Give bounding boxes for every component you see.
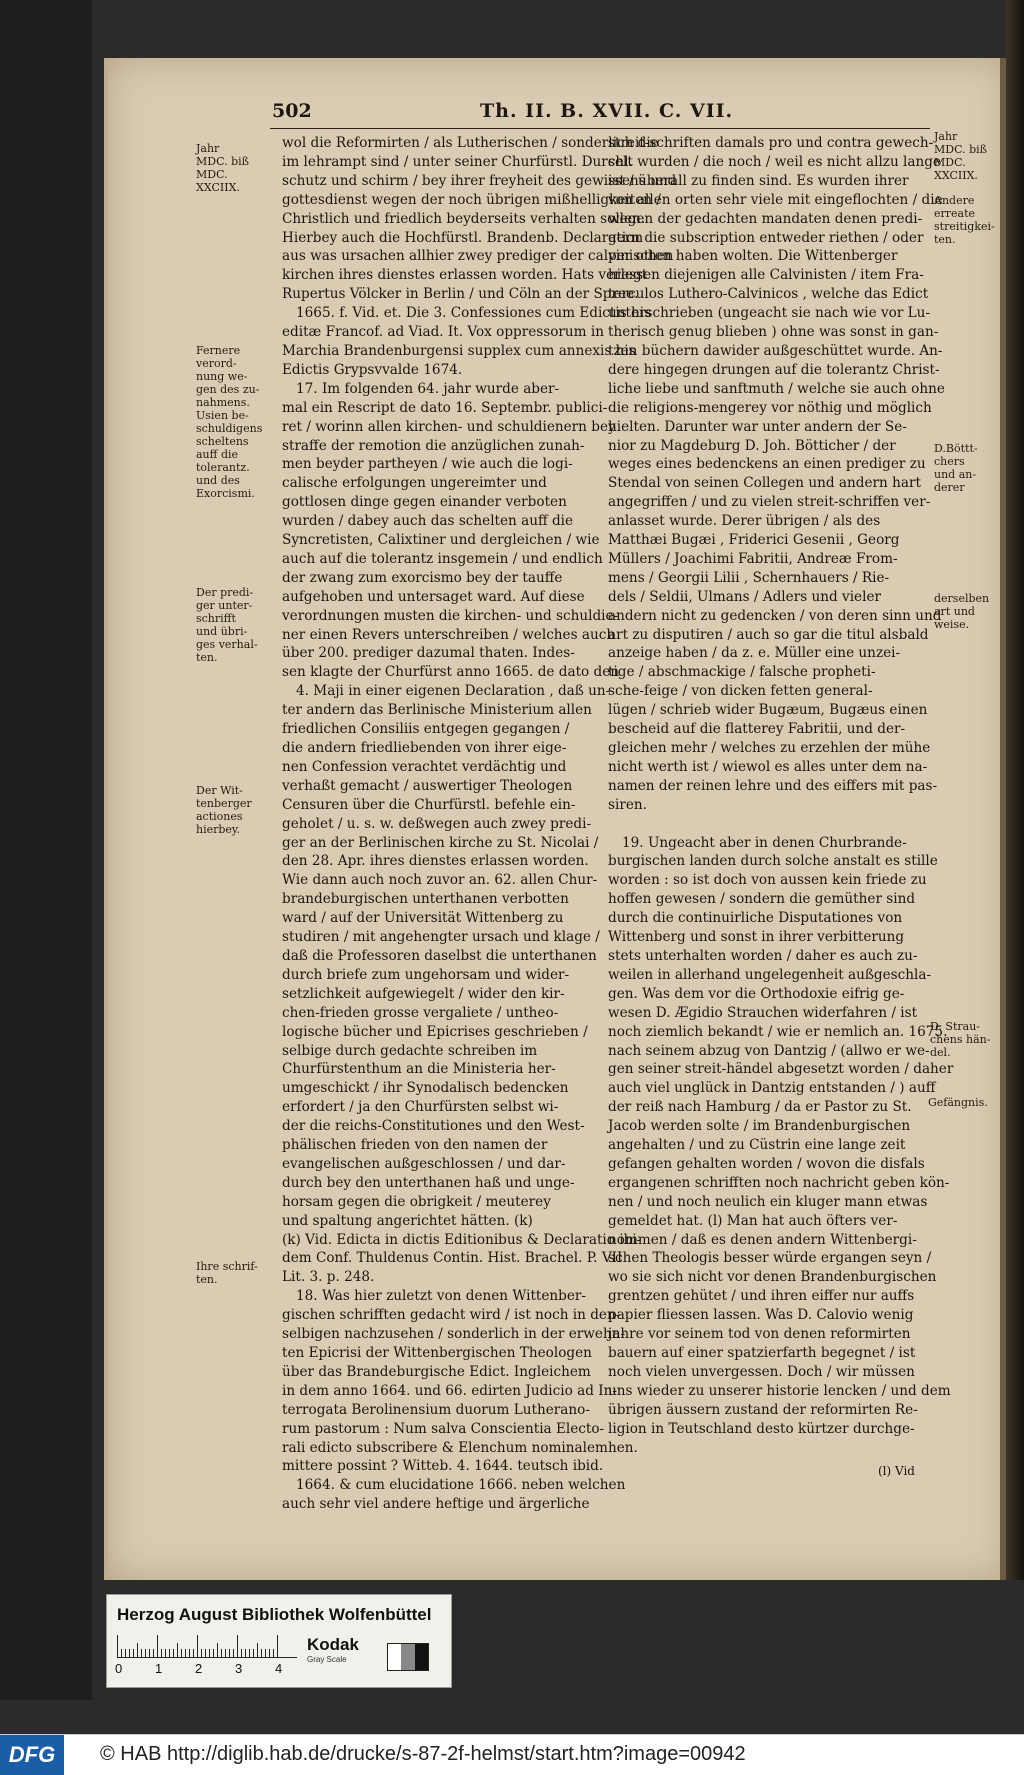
text-line: per otten haben wolten. Die Wittenberger — [608, 248, 898, 265]
text-line: (k) Vid. Edicta in dictis Editionibus & Declaratio ibi- — [282, 1231, 642, 1248]
ruler-tick — [145, 1649, 146, 1657]
text-line: 19. Ungeacht aber in denen Churbrande- — [622, 834, 907, 851]
dfg-logo[interactable]: DFG — [0, 1735, 64, 1775]
left-gloss-5 — [196, 1260, 258, 1286]
ruler-tick — [265, 1649, 266, 1657]
ruler-tick — [273, 1649, 274, 1657]
text-line: Christlich und friedlich beyderseits verhalten sollen. — [282, 210, 646, 227]
text-line: über 200. prediger dazumal thaten. Indes- — [282, 645, 575, 662]
text-line: die andern friedliebenden von ihrer eige- — [282, 740, 567, 756]
text-line: gern die subscription entweder riethen / oder — [608, 229, 924, 246]
gloss-line: D. Strau- — [930, 1020, 980, 1033]
text-line: gottlosen dinge gegen einander verboten — [282, 494, 567, 511]
text-line: rali edicto subscribere & Elenchum nominalem — [282, 1439, 608, 1456]
text-line: verhaßt gemacht / auswertiger Theologen — [282, 777, 573, 794]
text-line: Müllers / Joachimi Fabritii, Andreæ From- — [608, 550, 898, 567]
text-line: über das Brandeburgische Edict. Ingleichem — [282, 1363, 591, 1380]
ruler-tick — [141, 1649, 142, 1657]
text-line: schen Theologis besser würde ergangen seyn / — [608, 1250, 932, 1267]
text-line: noch vielen unvergessen. Doch / wir müssen — [608, 1363, 915, 1380]
library-color-card — [106, 1594, 452, 1688]
text-line: anlasset wurde. Derer übrigen / als des — [608, 513, 881, 530]
text-line: schutz und schirm / bey ihrer freyheit des gewissens und — [282, 172, 677, 189]
gloss-line: ger unter- — [196, 599, 253, 612]
text-line: andern nicht zu gedencken / von deren sinn und — [608, 607, 942, 624]
text-line: hielten. Darunter war unter andern der Se- — [608, 418, 907, 435]
text-line: stets unterhalten worden / daher es auch zu- — [608, 947, 918, 964]
text-line: ten Epicrisi der Wittenbergischen Theologen — [282, 1345, 592, 1361]
copyright-link[interactable]: © HAB http://diglib.hab.de/drucke/s-87-2f-helmst/start.htm?image=00942 — [100, 1743, 746, 1765]
ruler-tick — [157, 1635, 158, 1657]
gloss-line: hierbey. — [196, 823, 241, 836]
ruler-tick — [189, 1649, 190, 1657]
gloss-line: schuldigens — [196, 422, 263, 435]
gloss-line: streitigkei- — [934, 220, 995, 233]
running-head — [270, 100, 930, 129]
text-line: tige / abschmackige / falsche propheti- — [608, 664, 876, 681]
text-line: terrogata Berolinensium duorum Lutherano- — [282, 1401, 590, 1418]
ruler-tick — [249, 1649, 250, 1657]
ruler-tick — [133, 1649, 134, 1657]
text-line: ger an der Berlinischen kirche zu St. Nicolai / — [282, 834, 599, 851]
text-line: studiren / mit angehengter ursach und klage / — [282, 929, 600, 946]
gloss-line: chers — [934, 455, 965, 468]
gloss-line: scheltens — [196, 435, 249, 448]
text-line: selbigen nachzusehen / sonderlich in der erwehn- — [282, 1326, 626, 1343]
gloss-line: auff die — [196, 448, 239, 461]
ruler-tick — [117, 1635, 118, 1657]
ruler-tick — [209, 1649, 210, 1657]
text-line: geholet / u. s. w. deßwegen auch zwey predi- — [282, 815, 592, 832]
gloss-line: Jahr — [934, 130, 958, 143]
ruler-tick — [165, 1649, 166, 1657]
ruler-tick — [221, 1649, 222, 1657]
gloss-line: D.Böttt- — [934, 442, 978, 455]
gloss-line: derer — [934, 481, 965, 494]
gloss-line: Fernere — [196, 344, 241, 357]
ruler-tick — [193, 1649, 194, 1657]
text-line: chen-frieden grosse vergaliete / untheo- — [282, 1004, 559, 1021]
text-line: Churfürstenthum an die Ministeria her- — [282, 1061, 556, 1078]
ruler-tick — [245, 1649, 246, 1657]
text-line: weges eines bedenckens an einen prediger zu — [608, 456, 926, 473]
text-line: nen Confession verachtet verdächtig und — [282, 758, 567, 775]
scale-number: 3 — [235, 1661, 243, 1676]
text-line: gottesdienst wegen der noch übrigen mißhelligkeiten / — [282, 191, 661, 208]
text-line: Wittenberg und sonst in ihrer verbitterung — [608, 929, 905, 946]
text-line: im lehrampt sind / unter seiner Churfürstl. Durchl. — [282, 153, 633, 170]
text-line: erfordert / ja den Churfürsten selbst wi- — [282, 1099, 559, 1116]
ruler-tick — [177, 1643, 178, 1657]
text-line: gleichen mehr / welches zu erzehlen der mühe — [608, 740, 931, 756]
ruler-tick — [153, 1649, 154, 1657]
left-gloss-1 — [196, 142, 249, 194]
text-line: ret / worinn allen kirchen- und schuldienern bey — [282, 418, 616, 435]
right-gloss-2 — [934, 194, 995, 246]
gloss-line: MDC. — [934, 156, 966, 169]
gloss-line: schrifft — [196, 612, 236, 625]
ruler-tick — [205, 1649, 206, 1657]
text-line: gen. Was dem vor die Orthodoxie eifrig ge- — [608, 985, 905, 1002]
ruler-tick — [149, 1649, 150, 1657]
gloss-line: Der Wit- — [196, 784, 243, 797]
text-line — [608, 815, 926, 834]
text-line: angegriffen / und zu vielen streit-schriffen ver- — [608, 494, 931, 511]
text-line: namen der reinen lehre und des eiffers mit pas- — [608, 777, 938, 794]
text-line: Matthæi Bugæi , Friderici Gesenii , Georg — [608, 532, 900, 549]
gloss-line: ges verhal- — [196, 638, 258, 651]
gloss-line: gen des zu- — [196, 383, 260, 396]
ruler-tick — [257, 1643, 258, 1657]
text-line: durch die continuirliche Disputationes von — [608, 910, 903, 927]
gloss-line: actiones — [196, 810, 243, 823]
text-line: nommen / daß es denen andern Wittenbergi- — [608, 1231, 917, 1248]
ruler-tick — [173, 1649, 174, 1657]
text-line: wol die Reformirten / als Lutherischen / sonderlich die — [282, 135, 659, 151]
text-line: brandeburgischen unterthanen verbotten — [282, 891, 569, 908]
text-line: auch auf die tolerantz insgemein / und endlich — [282, 550, 603, 567]
ruler-tick — [253, 1649, 254, 1657]
text-line: ligion in Teutschland desto kürtzer durchge- — [608, 1420, 915, 1437]
text-line: selt wurden / die noch / weil es nicht allzu lange — [608, 153, 941, 170]
ruler-tick — [169, 1649, 170, 1657]
ruler-tick — [197, 1635, 198, 1657]
text-line: nach seinem abzug von Dantzig / (allwo er we- — [608, 1042, 930, 1059]
ruler-tick — [277, 1635, 278, 1657]
scale-number: 1 — [155, 1661, 163, 1676]
text-line: in dem anno 1664. und 66. edirten Judicio ad In- — [282, 1382, 617, 1399]
ruler-tick — [125, 1649, 126, 1657]
text-line: tzen büchern dawider außgeschüttet wurde. An- — [608, 342, 943, 359]
text-line: therisch genug blieben ) ohne was sonst in gan- — [608, 324, 939, 341]
library-name: Herzog August Bibliothek Wolfenbüttel — [117, 1605, 432, 1624]
ruler-tick — [241, 1649, 242, 1657]
right-gloss-1 — [934, 130, 987, 182]
text-line: gefangen gehalten worden / wovon die disfals — [608, 1155, 925, 1172]
text-line: nen / und noch neulich ein kluger mann etwas — [608, 1193, 928, 1210]
text-line: men beyder partheyen / wie auch die logi- — [282, 456, 573, 473]
text-line: lügen / schrieb wider Bugæum, Bugæus einen — [608, 702, 928, 719]
text-line: aus was ursachen allhier zwey prediger der calvinischen — [282, 248, 674, 265]
text-line: sen klagte der Churfürst anno 1665. de dato den — [282, 664, 620, 681]
right-gloss-4 — [934, 592, 989, 631]
text-line: setzlichkeit aufgewiegelt / wider den kir- — [282, 985, 565, 1002]
gloss-line: Ihre schrif- — [196, 1260, 258, 1273]
text-line: auch sehr viel andere heftige und ärgerliche — [282, 1496, 590, 1513]
text-line: Edictis Grypsvvalde 1674. — [282, 361, 463, 378]
page-number: 502 — [272, 100, 312, 122]
text-line: auch viel unglück in Dantzig entstanden / ) auff — [608, 1080, 936, 1097]
text-line: anzeige haben / da z. e. Müller eine unzei- — [608, 645, 901, 662]
text-line: mittere possint ? Witteb. 4. 1644. teutsch ibid. — [282, 1458, 604, 1475]
text-line: und spaltung angerichtet hätten. (k) — [282, 1212, 533, 1229]
ruler-tick — [237, 1635, 238, 1657]
scale-ruler — [117, 1633, 297, 1658]
scale-number: 4 — [275, 1661, 283, 1676]
gloss-line: del. — [930, 1046, 951, 1059]
text-line: phälischen frieden von den namen der — [282, 1137, 548, 1154]
gray-swatch — [387, 1643, 429, 1671]
ruler-tick — [201, 1649, 202, 1657]
text-line: hoffen gewesen / sondern die gemüther sind — [608, 891, 916, 908]
text-line: ter andern das Berlinische Ministerium allen — [282, 702, 592, 719]
gloss-line: verord- — [196, 357, 237, 370]
gray-scale-label: Gray Scale — [307, 1655, 347, 1664]
text-line: noch ziemlich bekandt / wie er nemlich an. 1675. — [608, 1023, 948, 1040]
gloss-line: ten. — [196, 1273, 218, 1286]
gloss-line: Der predi- — [196, 586, 254, 599]
text-line: calische erfolgungen ungereimter und — [282, 475, 547, 492]
text-line: durch bey den unterthanen haß und unge- — [282, 1174, 575, 1191]
gloss-line: MDC. biß — [196, 155, 250, 168]
text-line: rum pastorum : Num salva Conscientia Electo- — [282, 1420, 605, 1437]
gloss-line: Jahr — [196, 142, 220, 155]
left-gloss-3 — [196, 586, 258, 664]
text-line: burgischen landen durch solche anstalt es stille — [608, 853, 938, 870]
ruler-tick — [129, 1649, 130, 1657]
text-line: Stendal von seinen Collegen und andern hart — [608, 475, 921, 492]
text-line: art zu disputiren / auch so gar die titul alsbald — [608, 626, 929, 643]
footer-bar — [0, 1734, 1024, 1775]
text-line: wesen D. Ægidio Strauchen widerfahren / ist — [608, 1004, 918, 1021]
ruler-tick — [213, 1649, 214, 1657]
ruler-tick — [161, 1649, 162, 1657]
text-line: ist / überall zu finden sind. Es wurden ihrer — [608, 172, 909, 189]
text-line: daß die Professoren daselbst die unterthanen — [282, 947, 597, 964]
text-line: Wie dann auch noch zuvor an. 62. allen Chur- — [282, 872, 598, 889]
scan-background-left — [0, 0, 92, 1700]
text-line: ner einen Revers unterschreiben / welches auch — [282, 626, 616, 643]
text-line: nicht werth ist / wiewol es alles unter dem na- — [608, 758, 928, 775]
gloss-line: MDC. biß — [934, 143, 988, 156]
ruler-tick — [121, 1649, 122, 1657]
kodak-logo: Kodak — [307, 1635, 359, 1654]
ruler-tick — [229, 1649, 230, 1657]
text-line: horsam gegen die obrigkeit / meuterey — [282, 1193, 551, 1210]
ruler-tick — [137, 1643, 138, 1657]
text-line: Jacob werden solte / im Brandenburgischen — [608, 1118, 911, 1135]
gloss-line: und an- — [934, 468, 977, 481]
left-gloss-2 — [196, 344, 262, 500]
text-line: uns wieder zu unserer historie lencken / und dem — [608, 1382, 951, 1399]
text-line: 4. Maji in einer eigenen Declaration , daß un- — [296, 683, 611, 700]
text-line: von allen orten sehr viele mit eingeflochten / die — [608, 191, 943, 208]
text-line: gen seiner streit-händel abgesetzt worden / daher — [608, 1061, 954, 1078]
text-line: straffe der remotion die anzüglichen zunah- — [282, 437, 585, 454]
gloss-line: art und — [934, 605, 975, 618]
text-line: Hierbey auch die Hochfürstl. Brandenb. Declaration — [282, 229, 644, 246]
text-line: 1665. f. Vid. et. Die 3. Confessiones cum Edictis his — [296, 305, 652, 322]
running-title: Th. II. B. XVII. C. VII. — [480, 100, 734, 122]
text-line: hen. — [608, 1439, 638, 1456]
text-line: wurden / dabey auch das schelten auff die — [282, 513, 574, 530]
gloss-line: XXCIIX. — [934, 169, 978, 182]
ruler-tick — [233, 1649, 234, 1657]
text-line: angehalten / und zu Cüstrin eine lange zeit — [608, 1137, 906, 1154]
text-line: den 28. Apr. ihres dienstes erlassen worden. — [282, 853, 589, 870]
text-line: sche-feige / von dicken fetten general- — [608, 683, 873, 700]
text-line: ward / auf der Universität Wittenberg zu — [282, 910, 564, 927]
text-line: der die reichs-Constitutiones und den West- — [282, 1118, 585, 1135]
ruler-tick — [181, 1649, 182, 1657]
right-gloss-3 — [934, 442, 978, 494]
text-line: verordnungen musten die kirchen- und schuldie- — [282, 607, 619, 624]
text-line: durch briefe zum ungehorsam und wider- — [282, 966, 570, 983]
gloss-line: XXCIIX. — [196, 181, 240, 194]
text-line: wo sie sich nicht vor denen Brandenburgischen — [608, 1269, 937, 1286]
text-line: selbige durch gedachte schreiben im — [282, 1042, 538, 1059]
scale-number: 2 — [195, 1661, 203, 1676]
scale-number: 0 — [115, 1661, 123, 1676]
text-line: ergangenen schrifften noch nachricht geben kön- — [608, 1174, 950, 1191]
text-line: aufgehoben und untersaget ward. Auf diese — [282, 588, 585, 605]
text-line: logische bücher und Epicrises geschrieben / — [282, 1023, 588, 1040]
text-line: bauern auf einer spatzierfarth begegnet / ist — [608, 1345, 916, 1361]
gloss-line: ten. — [934, 233, 956, 246]
ruler-tick — [217, 1643, 218, 1657]
text-line: streit-schriften damals pro und contra gewech- — [608, 135, 934, 151]
text-line: dere hingegen drungen auf die tolerantz Christ- — [608, 361, 940, 378]
text-line: umgeschickt / ihr Synodalisch bedencken — [282, 1080, 569, 1097]
gloss-line: chens hän- — [930, 1033, 991, 1046]
text-line: wegen der gedachten mandaten denen predi- — [608, 210, 923, 227]
text-line: der zwang zum exorcismo bey der tauffe — [282, 569, 563, 586]
text-line: weilen in allerhand ungelegenheit außgeschla- — [608, 966, 932, 983]
text-line: dem Conf. Thuldenus Contin. Hist. Brachel. P. VII — [282, 1250, 623, 1267]
text-line: 17. Im folgenden 64. jahr wurde aber- — [296, 380, 560, 397]
text-line: übrigen äussern zustand der reformirten Re- — [608, 1401, 918, 1418]
text-line: dels / Seldii, Ulmans / Adlers und vieler — [608, 588, 881, 605]
catchword: (l) Vid — [878, 1464, 915, 1478]
text-line: friedlichen Consiliis entgegen gegangen / — [282, 721, 570, 738]
text-line: die religions-mengerey vor nöthig und möglich — [608, 399, 932, 416]
text-line: grentzen gehütet / und ihren eiffer nur auffs — [608, 1288, 915, 1305]
gloss-line: Usien be- — [196, 409, 249, 422]
gloss-line: Gefängnis. — [928, 1096, 988, 1109]
text-line: worden : so ist doch von aussen kein friede zu — [608, 872, 927, 889]
text-line: der reiß nach Hamburg / da er Pastor zu St. — [608, 1099, 912, 1116]
ruler-tick — [269, 1649, 270, 1657]
text-line: Marchia Brandenburgensi supplex cum annexis his — [282, 342, 636, 359]
gloss-line: tenberger — [196, 797, 252, 810]
text-line: unterschrieben (ungeacht sie nach wie vor Lu- — [608, 305, 931, 322]
text-line: mal ein Rescript de dato 16. Septembr. publici- — [282, 399, 608, 416]
text-line: Syncretisten, Calixtiner und dergleichen / wie — [282, 532, 600, 549]
ruler-tick — [261, 1649, 262, 1657]
left-gloss-4 — [196, 784, 252, 836]
gloss-line: derselben — [934, 592, 990, 605]
text-line: jahre vor seinem tod von denen reformirten — [608, 1326, 911, 1343]
text-line: evangelischen außgeschlossen / und dar- — [282, 1155, 566, 1172]
text-line: Rupertus Völcker in Berlin / und Cöln an der Spree. — [282, 286, 639, 303]
text-line: papier fliessen lassen. Was D. Calovio wenig — [608, 1307, 914, 1324]
text-line: Censuren über die Churfürstl. befehle ein- — [282, 796, 576, 813]
text-line: hiessen diejenigen alle Calvinisten / item Fra- — [608, 267, 924, 284]
ruler-tick — [185, 1649, 186, 1657]
text-line: Lit. 3. p. 248. — [282, 1269, 375, 1286]
text-line: liche liebe und sanftmuth / welche sie auch ohne — [608, 380, 945, 397]
page-edge — [1006, 0, 1024, 1580]
gloss-line: nung we- — [196, 370, 248, 383]
text-line: gemeldet hat. (l) Man hat auch öfters ver- — [608, 1212, 898, 1229]
text-line: gischen schrifften gedacht wird / ist noch in den- — [282, 1307, 621, 1324]
text-line: nior zu Magdeburg D. Joh. Bötticher / der — [608, 437, 896, 454]
text-line: editæ Francof. ad Viad. It. Vox oppressorum in — [282, 324, 604, 341]
gloss-line: Andere — [934, 194, 975, 207]
gloss-line: MDC. — [196, 168, 228, 181]
gloss-line: Exorcismi. — [196, 487, 255, 500]
gloss-line: tolerantz. — [196, 461, 250, 474]
gloss-line: und des — [196, 474, 240, 487]
gloss-line: nahmens. — [196, 396, 250, 409]
gloss-line: und übri- — [196, 625, 248, 638]
text-line: terculos Luthero-Calvinicos , welche das Edict — [608, 286, 929, 303]
ruler-tick — [225, 1649, 226, 1657]
text-line: 1664. & cum elucidatione 1666. neben welchen — [296, 1477, 626, 1494]
gloss-line: weise. — [934, 618, 970, 631]
text-line: 18. Was hier zuletzt von denen Wittenber- — [296, 1288, 587, 1305]
text-line: mens / Georgii Lilii , Schernhauers / Rie- — [608, 569, 890, 586]
text-line: siren. — [608, 796, 647, 813]
right-gloss-6 — [928, 1096, 988, 1109]
text-line: kirchen ihres dienstes erlassen worden. Hats verlegt — [282, 267, 648, 284]
gloss-line: erreate — [934, 207, 976, 220]
gloss-line: ten. — [196, 651, 218, 664]
text-line: bescheid auf die flatterey Fabritii, und der- — [608, 721, 906, 738]
